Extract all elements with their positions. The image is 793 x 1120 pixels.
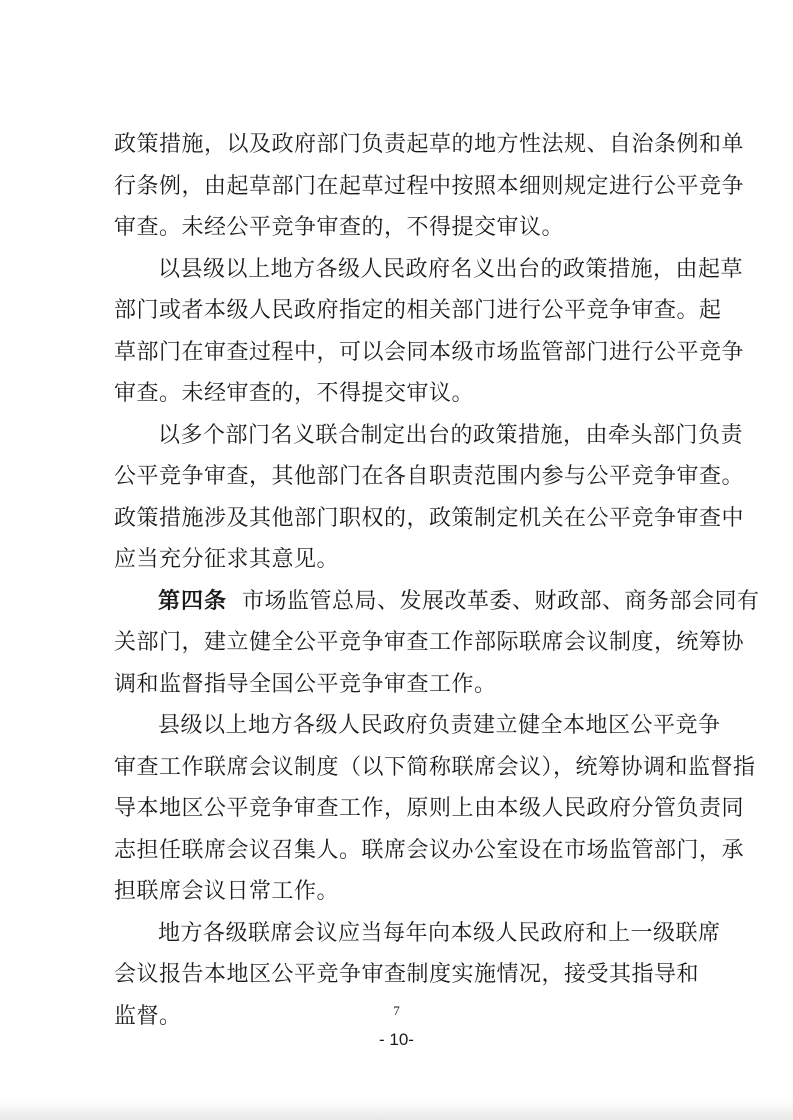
text-line: 会议报告本地区公平竞争审查制度实施情况，接受其指导和: [114, 962, 700, 987]
document-body: [114, 124, 760, 1037]
text-line: 志担任联席会议召集人。联席会议办公室设在市场监管部门，承: [114, 837, 745, 863]
text-line: 草部门在审查过程中，可以会同本级市场监管部门进行公平竞争: [114, 339, 745, 365]
text-line: 部门或者本级人民政府指定的相关部门进行公平竞争审查。起: [114, 298, 722, 323]
text-line: 县级以上地方各级人民政府负责建立健全本地区公平竞争: [158, 713, 721, 738]
text-line: 政策措施涉及其他部门职权的，政策制定机关在公平竞争审查中: [114, 505, 745, 531]
text-line: 担联席会议日常工作。: [114, 879, 340, 904]
text-line: 行条例，由起草部门在起草过程中按照本细则规定进行公平竞争: [114, 173, 745, 199]
text-line: 市场监管总局、发展改革委、财政部、商务部会同有: [242, 588, 760, 614]
article-label: 第四条: [158, 588, 228, 614]
article-line: [114, 581, 760, 623]
text-line: 审查。未经公平竞争审查的，不得提交审议。: [114, 215, 565, 240]
text-line: 监督。: [114, 1003, 182, 1029]
text-line: 地方各级联席会议应当每年向本级人民政府和上一级联席: [158, 920, 721, 946]
text-line: 公平竞争审查，其他部门在各自职责范围内参与公平竞争审查。: [114, 464, 745, 489]
text-line: 关部门，建立健全公平竞争审查工作部际联席会议制度，统筹协: [114, 630, 745, 655]
text-line: 导本地区公平竞争审查工作，原则上由本级人民政府分管负责同: [114, 796, 745, 821]
inner-page-number: 7: [393, 1003, 400, 1018]
text-line: 调和监督指导全国公平竞争审查工作。: [114, 671, 497, 697]
text-line: 政策措施，以及政府部门负责起草的地方性法规、自治条例和单: [114, 132, 745, 157]
text-line: 以多个部门名义联合制定出台的政策措施，由牵头部门负责: [158, 422, 744, 448]
scan-edge-shadow: [0, 1100, 793, 1120]
text-line: 应当充分征求其意见。: [114, 547, 340, 572]
outer-page-number: - 10-: [379, 1030, 414, 1049]
text-line: 审查。未经审查的，不得提交审议。: [114, 381, 475, 406]
text-line: 以县级以上地方各级人民政府名义出台的政策措施，由起草: [158, 256, 744, 282]
text-line: 审查工作联席会议制度（以下简称联席会议），统筹协调和监督指: [114, 754, 756, 780]
